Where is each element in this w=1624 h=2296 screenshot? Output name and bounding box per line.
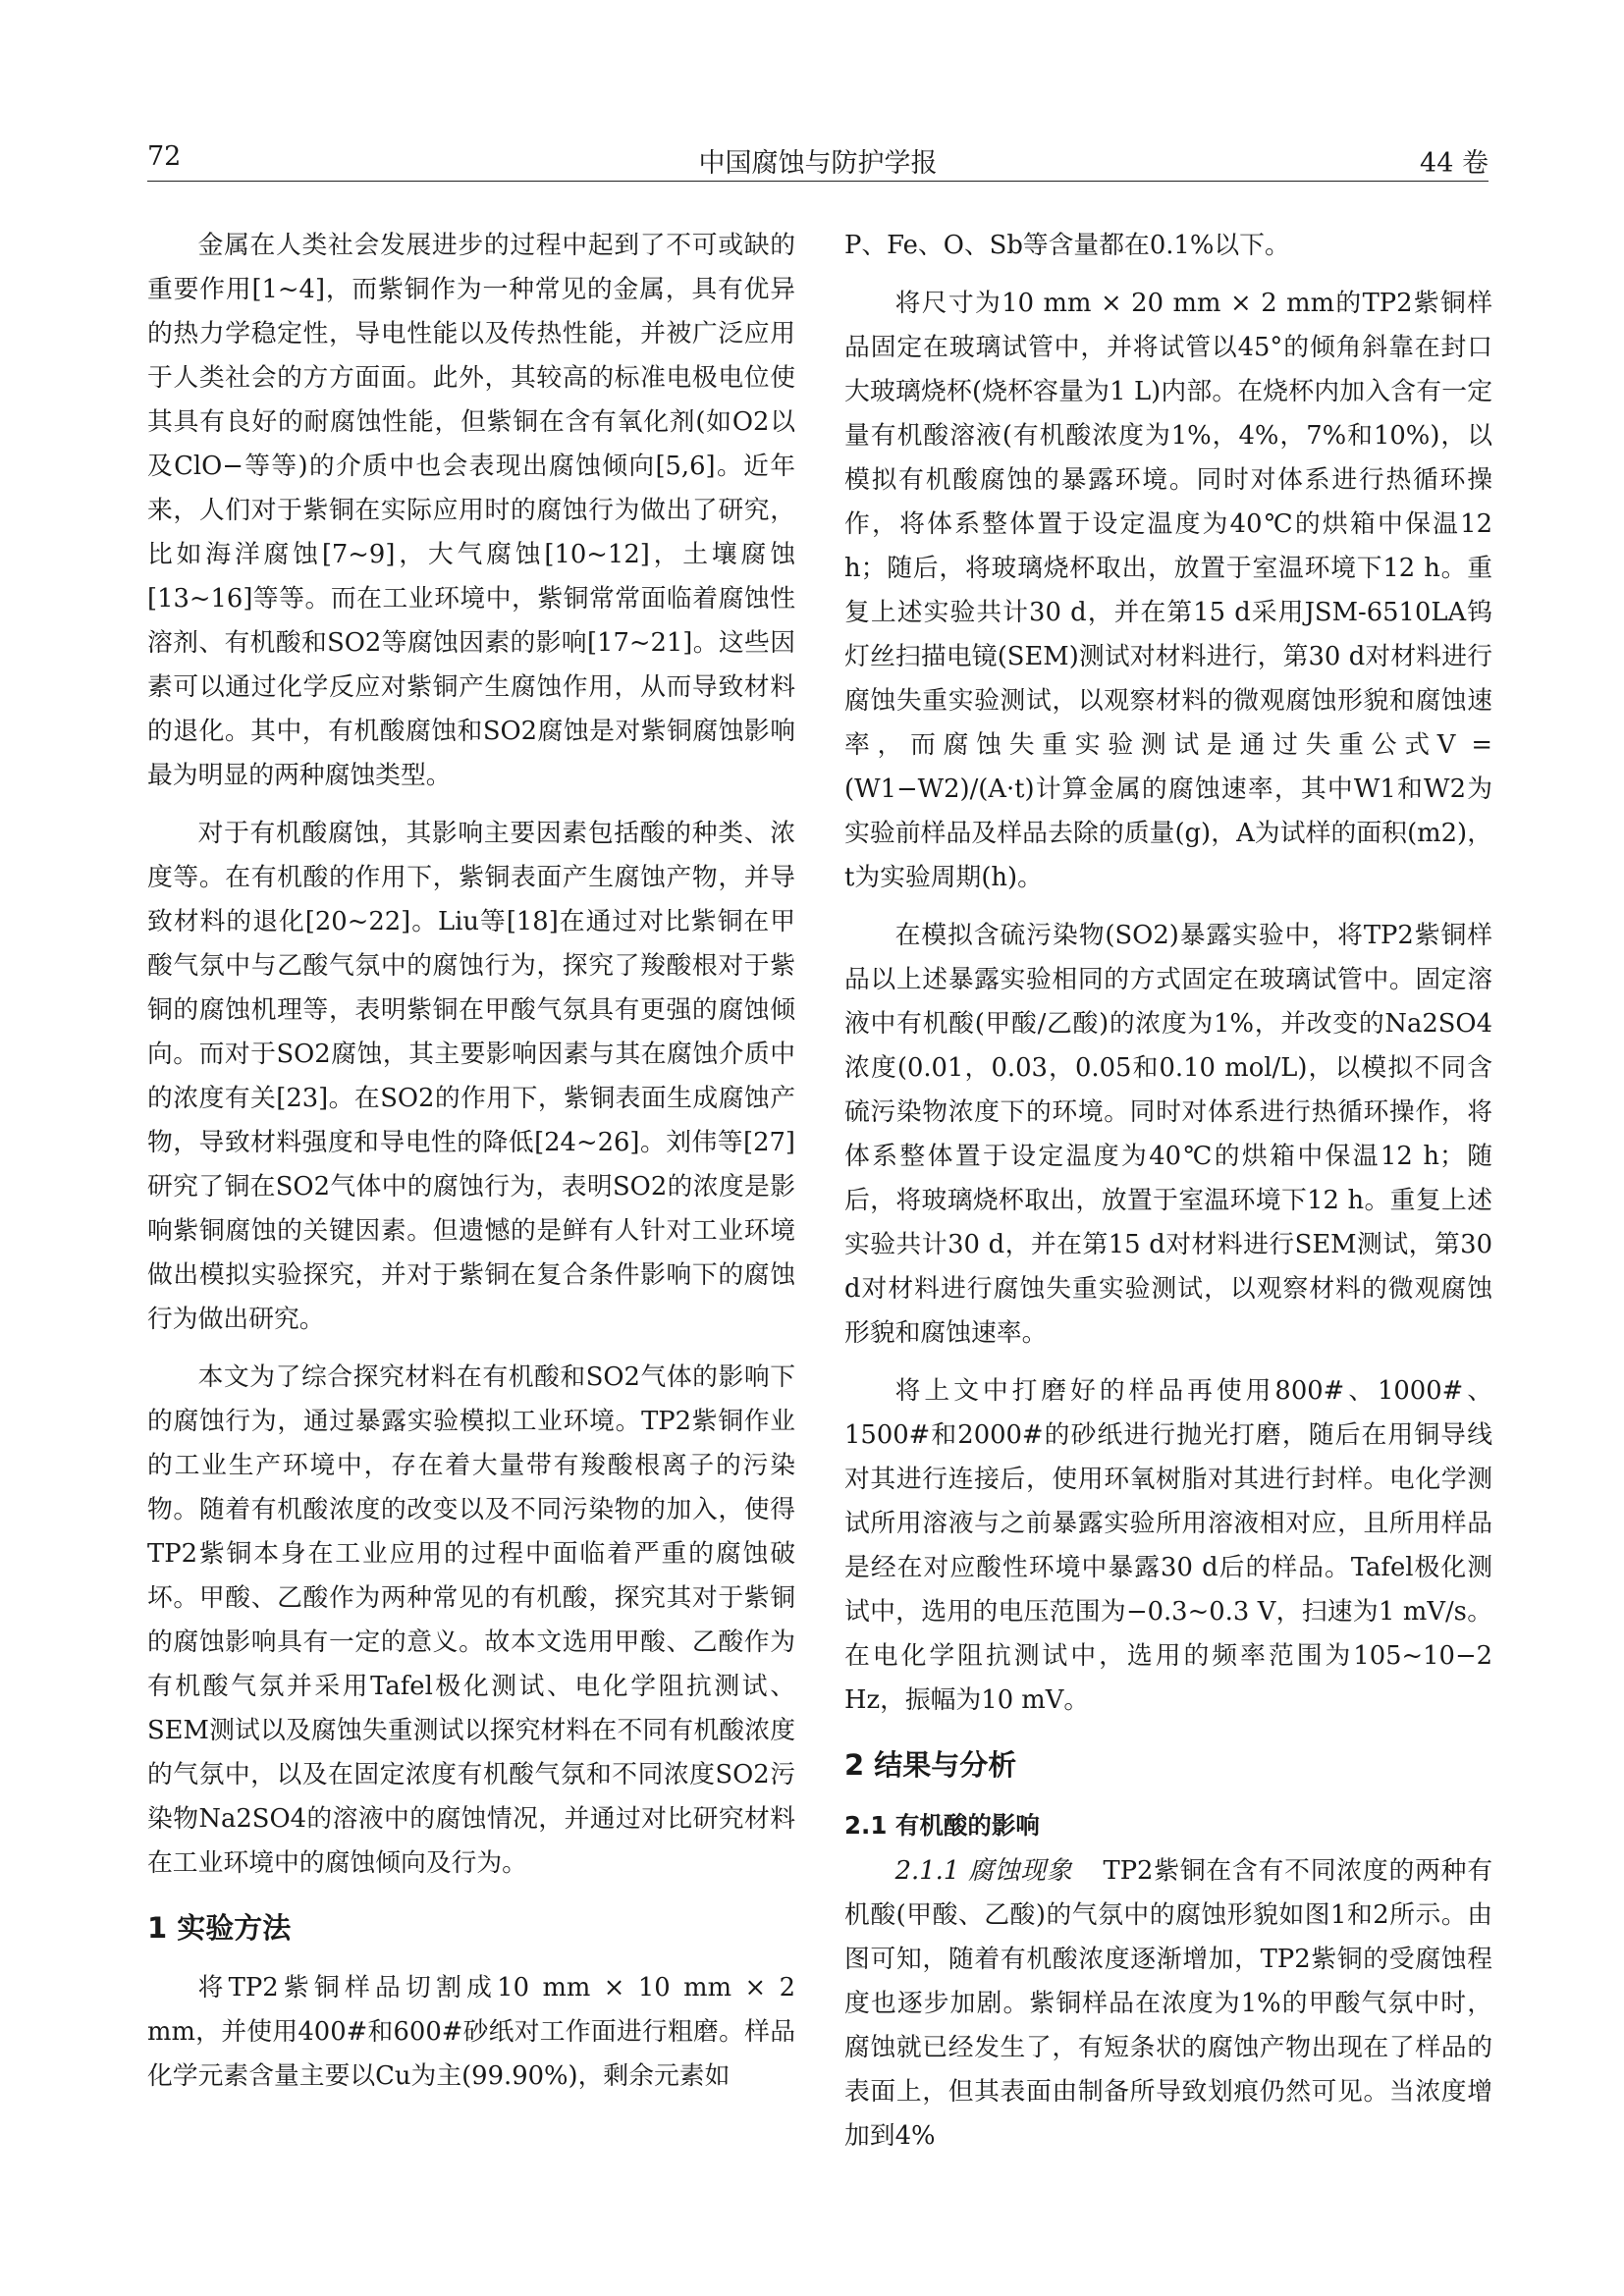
right-column <box>844 224 1492 2159</box>
intro-paragraph-2: 对于有机酸腐蚀，其影响主要因素包括酸的种类、浓度等。在有机酸的作用下，紫铜表面产生腐蚀产物，并导致材料的退化[20~22]。Liu等[18]在通过对比紫铜在甲酸气氛中与乙酸气氛中的腐蚀行为，探究了羧酸根对于紫铜的腐蚀机理等，表明紫铜在甲酸气氛具有更强的腐蚀倾向。而对于SO2腐蚀，其主要影响因素与其在腐蚀介质中的浓度有关[23]。在SO2的作用下，紫铜表面生成腐蚀产物，导致材料强度和导电性的降低[24~26]。刘伟等[27]研究了铜在SO2气体中的腐蚀行为，表明SO2的浓度是影响紫铜腐蚀的关键因素。但遗憾的是鲜有人针对工业环境做出模拟实验探究，并对于紫铜在复合条件影响下的腐蚀行为做出研究。 <box>147 819 795 1334</box>
methods-paragraph-3: 在模拟含硫污染物(SO2)暴露实验中，将TP2紫铜样品以上述暴露实验相同的方式固定在玻璃试管中。固定溶液中有机酸(甲酸/乙酸)的浓度为1%，并改变的Na2SO4浓度(0.01，0.03，0.05和0.10 mol/L)，以模拟不同含硫污染物浓度下的环境。同时对体系进行热循环操作，将体系整体置于设定温度为40℃的烘箱中保温12 h；随后，将玻璃烧杯取出，放置于室温环境下12 h。重复上述实验共计30 d，并在第15 d对材料进行SEM测试，第30 d对材料进行腐蚀失重实验测试，以观察材料的微观腐蚀形貌和腐蚀速率。 <box>844 921 1492 1348</box>
page-number: 72 <box>147 141 182 172</box>
methods-paragraph-2: 将尺寸为10 mm × 20 mm × 2 mm的TP2紫铜样品固定在玻璃试管中，并将试管以45°的倾角斜靠在封口大玻璃烧杯(烧杯容量为1 L)内部。在烧杯内加入含有一定量有机酸溶液(有机酸浓度为1%，4%，7%和10%)，以模拟有机酸腐蚀的暴露环境。同时对体系进行热循环操作，将体系整体置于设定温度为40℃的烘箱中保温12 h；随后，将玻璃烧杯取出，放置于室温环境下12 h。重复上述实验共计30 d，并在第15 d采用JSM-6510LA钨灯丝扫描电镜(SEM)测试对材料进行，第30 d对材料进行腐蚀失重实验测试，以观察材料的微观腐蚀形貌和腐蚀速率，而腐蚀失重实验测试是通过失重公式V = (W1−W2)/(A·t)计算金属的腐蚀速率，其中W1和W2为实验前样品及样品去除的质量(g)，A为试样的面积(m2)，t为实验周期(h)。 <box>844 289 1492 892</box>
volume-label: 44 卷 <box>1420 148 1489 179</box>
intro-paragraph-3: 本文为了综合探究材料在有机酸和SO2气体的影响下的腐蚀行为，通过暴露实验模拟工业环境。TP2紫铜作业的工业生产环境中，存在着大量带有羧酸根离子的污染物。随着有机酸浓度的改变以及不同污染物的加入，使得TP2紫铜本身在工业应用的过程中面临着严重的腐蚀破坏。甲酸、乙酸作为两种常见的有机酸，探究其对于紫铜的腐蚀影响具有一定的意义。故本文选用甲酸、乙酸作为有机酸气氛并采用Tafel极化测试、电化学阻抗测试、SEM测试以及腐蚀失重测试以探究材料在不同有机酸浓度的气氛中，以及在固定浓度有机酸气氛和不同浓度SO2污染物Na2SO4的溶液中的腐蚀情况，并通过对比研究材料在工业环境中的腐蚀倾向及行为。 <box>147 1362 795 1878</box>
results-paragraph-1-text: TP2紫铜在含有不同浓度的两种有机酸(甲酸、乙酸)的气氛中的腐蚀形貌如图1和2所示。由图可知，随着有机酸浓度逐渐增加，TP2紫铜的受腐蚀程度也逐步加剧。紫铜样品在浓度为1%的甲酸气氛中时，腐蚀就已经发生了，有短条状的腐蚀产物出现在了样品的表面上，但其表面由制备所导致划痕仍然可见。当浓度增加到4% <box>844 1856 1492 2151</box>
subsection-heading-organic-acid: 2.1 有机酸的影响 <box>844 1811 1040 1840</box>
subsubsection-heading-corrosion-phenomena: 2.1.1 腐蚀现象 <box>894 1856 1073 1886</box>
results-paragraph-1 <box>844 1849 1492 2159</box>
methods-paragraph-4: 将上文中打磨好的样品再使用800#、1000#、1500#和2000#的砂纸进行抛光打磨，随后在用铜导线对其进行连接后，使用环氧树脂对其进行封样。电化学测试所用溶液与之前暴露实验所用溶液相对应，且所用样品是经在对应酸性环境中暴露30 d后的样品。Tafel极化测试中，选用的电压范围为−0.3~0.3 V，扫速为1 mV/s。在电化学阻抗测试中，选用的频率范围为105~10−2 Hz，振幅为10 mV。 <box>844 1376 1492 1715</box>
methods-paragraph-1-continued: P、Fe、O、Sb等含量都在0.1%以下。 <box>844 231 1290 260</box>
journal-title: 中国腐蚀与防护学报 <box>698 148 938 179</box>
methods-paragraph-1: 将TP2紫铜样品切割成10 mm × 10 mm × 2 mm，并使用400#和600#砂纸对工作面进行粗磨。样品化学元素含量主要以Cu为主(99.90%)，剩余元素如 <box>147 1973 795 2091</box>
intro-paragraph-1: 金属在人类社会发展进步的过程中起到了不可或缺的重要作用[1~4]，而紫铜作为一种常见的金属，具有优异的热力学稳定性，导电性能以及传热性能，并被广泛应用于人类社会的方方面面。此外，其较高的标准电极电位使其具有良好的耐腐蚀性能，但紫铜在含有氧化剂(如O2以及ClO−等等)的介质中也会表现出腐蚀倾向[5,6]。近年来，人们对于紫铜在实际应用时的腐蚀行为做出了研究，比如海洋腐蚀[7~9]，大气腐蚀[10~12]，土壤腐蚀[13~16]等等。而在工业环境中，紫铜常常面临着腐蚀性溶剂、有机酸和SO2等腐蚀因素的影响[17~21]。这些因素可以通过化学反应对紫铜产生腐蚀作用，从而导致材料的退化。其中，有机酸腐蚀和SO2腐蚀是对紫铜腐蚀影响最为明显的两种腐蚀类型。 <box>147 231 795 790</box>
left-column <box>147 224 795 2099</box>
running-header <box>147 137 1489 182</box>
section-heading-methods: 1 实验方法 <box>147 1911 292 1945</box>
section-heading-results: 2 结果与分析 <box>844 1748 1017 1782</box>
